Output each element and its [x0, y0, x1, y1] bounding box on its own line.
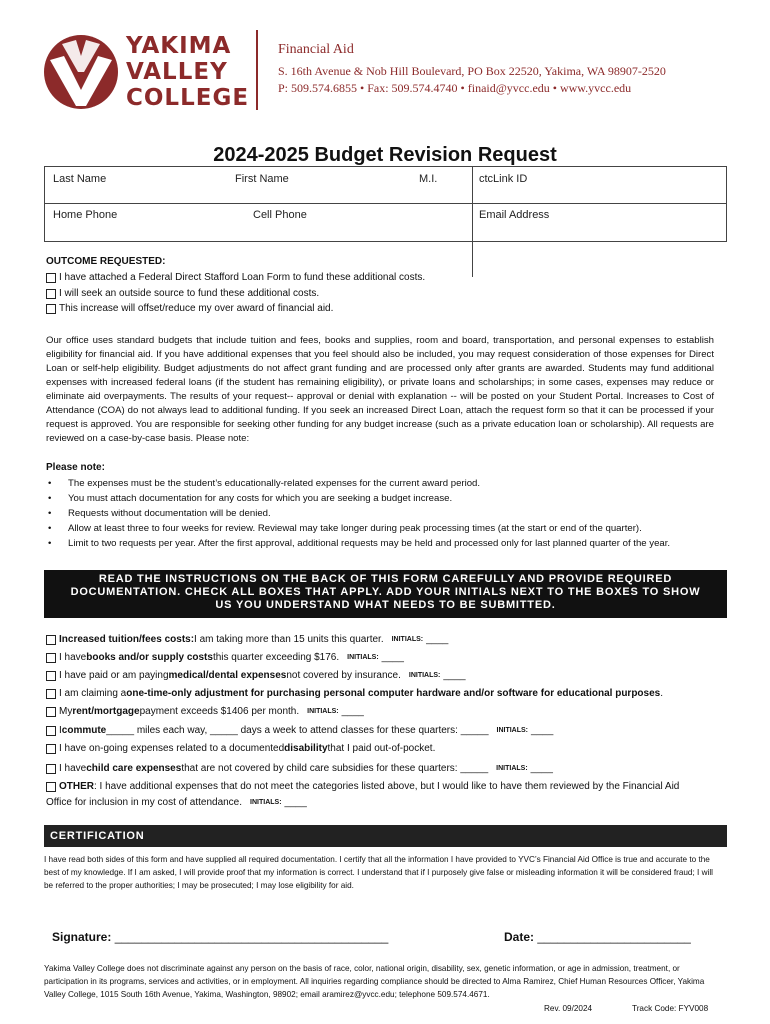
request-books[interactable]: I have books and/or supply costs this quarter exceeding $176. INITIALS: ____ [46, 652, 404, 663]
request-commute[interactable]: I commute _____ miles each way, _____ days a week to attend classes for these quarters: _____ INITIALS: ____ [46, 725, 553, 736]
brand-college: COLLEGE [126, 85, 250, 111]
checkbox[interactable] [46, 635, 56, 645]
email-field[interactable]: Email Address [479, 209, 550, 221]
initials-field[interactable]: ____ [530, 763, 553, 774]
header-divider [256, 30, 258, 110]
initials-field[interactable]: ____ [426, 634, 449, 645]
checkbox[interactable] [46, 671, 56, 681]
signature-field[interactable]: Signature: _________________________________________ [52, 930, 389, 944]
outcome-option[interactable]: This increase will offset/reduce my over award of financial aid. [46, 303, 333, 314]
revision-date: Rev. 09/2024 [544, 1004, 593, 1013]
form-title: 2024-2025 Budget Revision Request [213, 144, 557, 166]
initials-field[interactable]: ____ [381, 652, 404, 663]
request-disability[interactable]: I have on-going expenses related to a documented disability that I paid out-of-pocket. [46, 743, 435, 754]
request-childcare[interactable]: I have child care expenses that are not covered by child care subsidies for these quarters: _____ INITIALS: ____ [46, 763, 553, 774]
department-name: Financial Aid [278, 42, 354, 57]
initials-field[interactable]: ____ [443, 670, 466, 681]
outcome-heading: OUTCOME REQUESTED: [46, 256, 166, 267]
list-item: • Limit to two requests per year. After the first approval, additional requests may be held and processed only for last planned quarter of the year. [46, 536, 714, 551]
list-item: • Requests without documentation will be denied. [46, 506, 714, 521]
please-note-list [46, 476, 714, 551]
cell-phone-field[interactable]: Cell Phone [253, 209, 307, 221]
checkbox[interactable] [46, 782, 56, 792]
student-info-table [44, 166, 727, 242]
checkbox[interactable] [46, 273, 56, 283]
request-tuition[interactable]: Increased tuition/fees costs: I am taking more than 15 units this quarter. INITIALS: ____ [46, 634, 448, 645]
brand-yakima: YAKIMA [126, 33, 232, 59]
checkbox[interactable] [46, 653, 56, 663]
middle-initial-field[interactable]: M.I. [419, 173, 438, 185]
nondiscrimination-statement: Yakima Valley College does not discriminate against any person on the basis of race, color, national origin, disability, sex, genetic information, or age in admission, treatment, or participation in its programs, services and activities, or in employment. All inquiries regarding compliance should be directed to Alma Ramirez, Chief Human Resources Officer, Yakima Valley College, 1015 South 16th Avenue, Yakima, Washington, 98902; email aramirez@yvcc.edu; telephone 509.574.4671. [44, 964, 705, 999]
request-medical[interactable]: I have paid or am paying medical/dental expenses not covered by insurance. INITIALS: ____ [46, 670, 466, 681]
initials-field[interactable]: ____ [341, 706, 364, 717]
request-computer[interactable]: I am claiming a one-time-only adjustment for purchasing personal computer hardware and/or software for educational purposes . [46, 688, 663, 699]
college-logo-mark [42, 32, 120, 112]
checkbox[interactable] [46, 289, 56, 299]
brand-valley: VALLEY [126, 59, 228, 85]
list-item: • You must attach documentation for any costs for which you are seeking a budget increase. [46, 491, 714, 506]
checkbox[interactable] [46, 304, 56, 314]
office-address: S. 16th Avenue & Nob Hill Boulevard, PO Box 22520, Yakima, WA 98907-2520 [278, 64, 666, 78]
ctclink-id-field[interactable]: ctcLink ID [479, 173, 528, 185]
outcome-option[interactable]: I will seek an outside source to fund these additional costs. [46, 288, 319, 299]
checkbox[interactable] [46, 764, 56, 774]
instructions-banner: READ THE INSTRUCTIONS ON THE BACK OF THIS FORM CAREFULLY AND PROVIDE REQUIRED DOCUMENTATION. CHECK ALL BOXES THAT APPLY. ADD YOUR INITIALS NEXT TO THE BOXES TO SHOW US YOU UNDERSTAND WHAT NEEDS TO BE SUBMITTED. [44, 570, 727, 618]
request-other[interactable]: OTHER : I have additional expenses that do not meet the categories listed above, but I would like to have them reviewed by the Financial Aid [46, 781, 679, 792]
date-field[interactable]: Date: _______________________ [504, 930, 691, 944]
checkbox[interactable] [46, 726, 56, 736]
please-note-heading: Please note: [46, 462, 105, 473]
office-contact: P: 509.574.6855 • Fax: 509.574.4740 • finaid@yvcc.edu • www.yvcc.edu [278, 81, 632, 95]
intro-paragraph: Our office uses standard budgets that include tuition and fees, books and supplies, room and board, transportation, and personal expenses to establish eligibility for financial aid. If you have additional expenses that you feel should also be included, you may request consideration of those expenses for Direct Loan or self-help eligibility. Budget adjustments do not affect grant funding and are processed only after grants are awarded. Students may fund additional expenses with increased federal loans (if the student has remaining eligibility), or private loans and scholarships; in some cases, expenses may reduce or eliminate aid overpayments. The results of your request-- approval or denial with explanation -- will be posted on your Student Portal. Increases to Cost of Attendance (COA) do not always lead to additional funding. If you seek an increased Direct Loan, attach the request form so that it can be processed if your request is approved. You are responsible for seeking other funding for any budget increase (such as a private education loan or scholarship). All requests are reviewed on a case-by-case basis. Please note: [46, 335, 714, 444]
certification-heading: CERTIFICATION [44, 825, 727, 847]
last-name-field[interactable]: Last Name [53, 173, 107, 185]
outcome-option[interactable]: I have attached a Federal Direct Stafford Loan Form to fund these additional costs. [46, 272, 425, 283]
track-code: Track Code: FYV008 [632, 1004, 709, 1013]
checkbox[interactable] [46, 689, 56, 699]
list-item: • The expenses must be the student’s educationally-related expenses for the current award period. [46, 476, 714, 491]
first-name-field[interactable]: First Name [235, 173, 289, 185]
certification-text: I have read both sides of this form and have supplied all required documentation. I certify that all the information I have provided to YVC’s Financial Aid Office is true and accurate to the best of my knowledge. If I am asked, I will provide proof that my information is correct. I understand that if I purposely give false or misleading information it will be considered fraud; I will be referred to the proper authorities; I may be prosecuted; I may lose eligibility for aid. [44, 855, 713, 890]
request-other-line2: Office for inclusion in my cost of attendance. INITIALS: ____ [46, 797, 307, 808]
list-item: • Allow at least three to four weeks for review. Reviewal may take longer during peak processing times (at the start or end of the quarter). [46, 521, 714, 536]
checkbox[interactable] [46, 744, 56, 754]
checkbox[interactable] [46, 707, 56, 717]
initials-field[interactable]: ____ [531, 725, 554, 736]
initials-field[interactable]: ____ [284, 797, 307, 808]
request-rent[interactable]: My rent/mortgage payment exceeds $1406 per month. INITIALS: ____ [46, 706, 364, 717]
home-phone-field[interactable]: Home Phone [53, 209, 118, 221]
